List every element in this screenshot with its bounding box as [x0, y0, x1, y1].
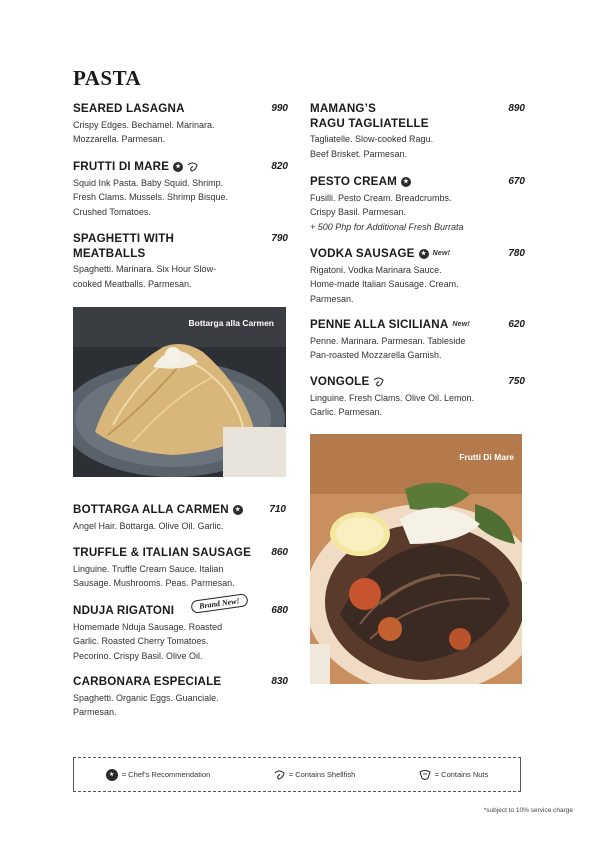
- shellfish-icon: [187, 162, 198, 172]
- legend-chef: ★ = Chef’s Recommendation: [106, 769, 211, 781]
- chef-recommendation-icon: ★: [401, 177, 411, 187]
- item-price: 820: [271, 161, 288, 172]
- menu-item-spaghetti-meatballs: [73, 232, 288, 291]
- item-name: MAMANG’S RAGU TAGLIATELLE: [310, 102, 429, 130]
- item-name: NDUJA RIGATONI: [73, 604, 175, 617]
- item-price: 620: [508, 319, 525, 330]
- menu-item-bottarga-alla-carmen: [73, 503, 288, 533]
- item-desc: Crispy Edges. Bechamel. Marinara. Mozzarella. Parmesan.: [73, 119, 215, 145]
- chef-recommendation-icon: ★: [106, 769, 118, 781]
- item-desc: Rigatoni. Vodka Marinara Sauce. Home-made Italian Sausage. Cream. Parmesan.: [310, 264, 459, 304]
- item-desc: Linguine. Fresh Clams. Olive Oil. Lemon. Garlic. Parmesan.: [310, 392, 475, 418]
- pasta-plate-illustration: [73, 307, 286, 477]
- menu-item-ragu-tagliatelle: [310, 102, 525, 161]
- item-desc: Spaghetti. Organic Eggs. Guanciale. Parmesan.: [73, 692, 219, 718]
- photo-bottarga: [73, 307, 286, 477]
- item-price: 830: [271, 676, 288, 687]
- photo-caption: Bottarga alla Carmen: [188, 318, 274, 328]
- menu-item-truffle-sausage: [73, 546, 288, 591]
- shellfish-icon: [274, 770, 285, 780]
- item-name: PESTO CREAM ★: [310, 175, 411, 190]
- item-name: BOTTARGA ALLA CARMEN ★: [73, 503, 243, 518]
- item-price: 860: [271, 547, 288, 558]
- page-title: PASTA: [73, 66, 142, 90]
- item-name: SEARED LASAGNA: [73, 102, 185, 115]
- item-price: 790: [271, 233, 288, 244]
- menu-item-pesto-cream: [310, 175, 525, 234]
- item-desc: Linguine. Truffle Cream Sauce. Italian Sausage. Mushrooms. Peas. Parmesan.: [73, 563, 235, 589]
- item-desc: Penne. Marinara. Parmesan. Tableside Pan-roasted Mozzarella Garnish.: [310, 335, 466, 361]
- item-price: 750: [508, 376, 525, 387]
- seafood-pasta-illustration: [310, 434, 522, 684]
- service-charge-note: *subject to 10% service charge: [483, 807, 573, 814]
- photo-frutti-di-mare: [310, 434, 522, 684]
- menu-item-carbonara: [73, 675, 288, 720]
- chef-recommendation-icon: ★: [419, 249, 429, 259]
- item-price: 670: [508, 176, 525, 187]
- nut-icon: [419, 769, 431, 781]
- menu-item-nduja-rigatoni: [73, 596, 288, 663]
- menu-item-vongole: [310, 375, 525, 420]
- item-desc: Fusilli. Pesto Cream. Breadcrumbs. Crispy Basil. Parmesan. + 500 Php for Additional Fresh Burrata: [310, 192, 464, 232]
- item-price: 780: [508, 248, 525, 259]
- item-name: PENNE ALLA SICILIANA New!: [310, 318, 470, 331]
- item-name: VONGOLE: [310, 375, 384, 390]
- item-desc: Angel Hair. Bottarga. Olive Oil. Garlic.: [73, 520, 224, 531]
- item-price: 680: [271, 605, 288, 616]
- item-name: FRUTTI DI MARE ★: [73, 160, 198, 175]
- item-desc: Squid Ink Pasta. Baby Squid. Shrimp. Fresh Clams. Mussels. Shrimp Bisque. Crushed Tomatoes.: [73, 177, 229, 217]
- brand-new-badge: Brand New!: [190, 593, 248, 614]
- photo-caption: Frutti Di Mare: [459, 452, 514, 462]
- item-name: SPAGHETTI WITH MEATBALLS: [73, 232, 175, 260]
- new-icon: New!: [432, 250, 451, 257]
- chef-recommendation-icon: ★: [173, 162, 183, 172]
- menu-item-penne-siciliana: [310, 318, 525, 363]
- menu-item-vodka-sausage: [310, 247, 525, 306]
- item-price: 990: [271, 103, 288, 114]
- new-icon: New!: [452, 321, 470, 328]
- item-desc: Tagliatelle. Slow-cooked Ragu. Beef Brisket. Parmesan.: [310, 134, 434, 159]
- item-price: 710: [269, 504, 286, 515]
- shellfish-icon: [373, 377, 384, 387]
- item-name: TRUFFLE & ITALIAN SAUSAGE: [73, 546, 252, 559]
- menu-item-seared-lasagna: [73, 102, 288, 147]
- legend-box: [73, 757, 521, 792]
- chef-recommendation-icon: ★: [233, 505, 243, 515]
- item-price: 890: [508, 103, 525, 114]
- item-name: VODKA SAUSAGE ★ New!: [310, 247, 451, 260]
- item-desc: Spaghetti. Marinara. Six Hour Slow- cooked Meatballs. Parmesan.: [73, 264, 217, 289]
- legend-shellfish: = Contains Shellfish: [274, 770, 356, 780]
- legend-nuts: = Contains Nuts: [419, 769, 489, 781]
- menu-item-frutti-di-mare: [73, 160, 288, 219]
- item-desc: Homemade Nduja Sausage. Roasted Garlic. Roasted Cherry Tomatoes. Pecorino. Crispy Basil. Olive Oil.: [73, 621, 223, 661]
- item-name: CARBONARA ESPECIALE: [73, 675, 222, 688]
